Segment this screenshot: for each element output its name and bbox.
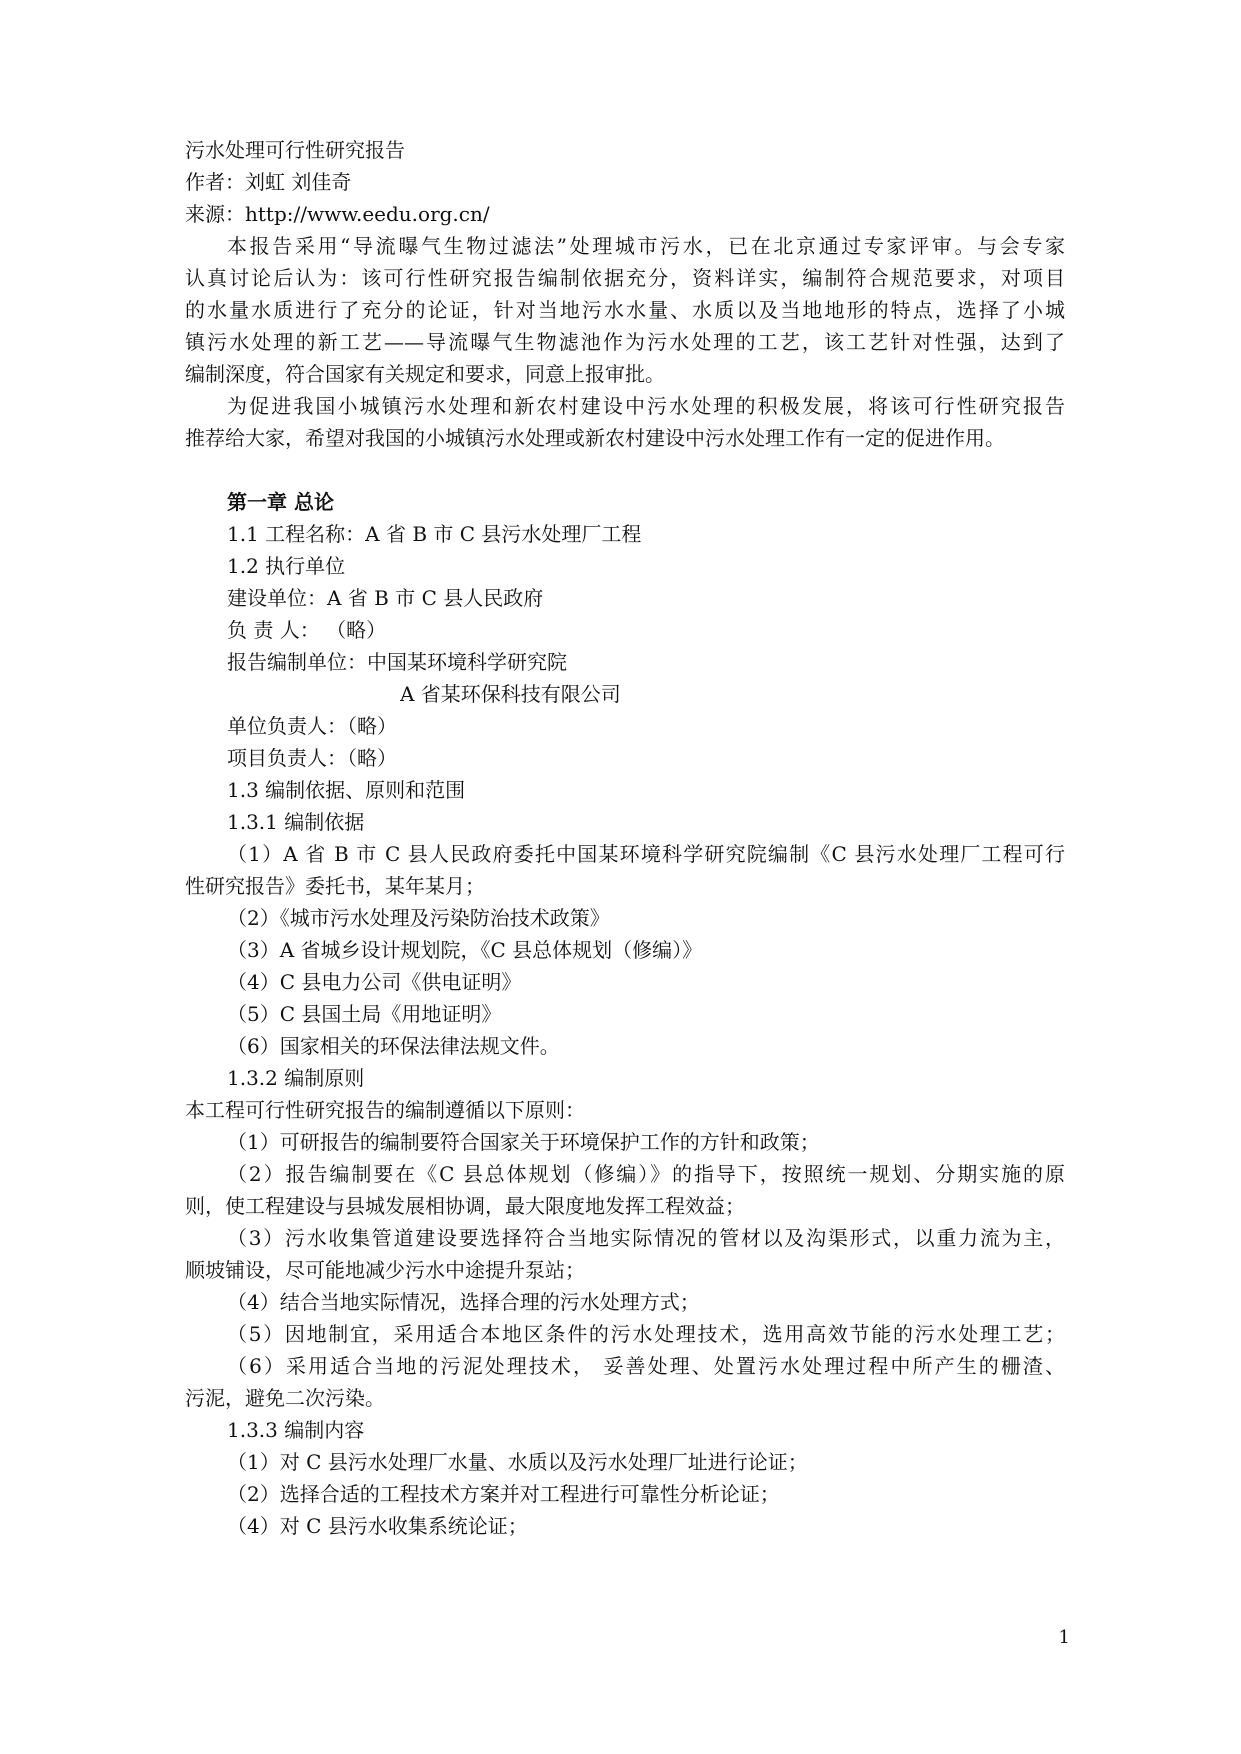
doc-author: 作者：刘虹 刘佳奇 (185, 170, 352, 194)
basis-item: （2）《城市污水处理及污染防治技术政策》 (227, 906, 610, 930)
page-number: 1 (1058, 1627, 1070, 1648)
basis-item: （3）A 省城乡设计规划院，《C 县总体规划（修编）》 (227, 938, 703, 962)
chapter-heading: 第一章 总论 (227, 490, 334, 514)
principle-item: （2）报告编制要在《C 县总体规划（修编）》的指导下，按照统一规划、分期实施的原 (227, 1162, 1065, 1186)
intro-line: 推荐给大家，希望对我国的小城镇污水处理或新农村建设中污水处理工作有一定的促进作用。 (185, 426, 1005, 450)
section-1-1: 1.1 工程名称：A 省 B 市 C 县污水处理厂工程 (227, 522, 642, 546)
section-1-2: 1.2 执行单位 (227, 554, 346, 578)
principle-item: 顺坡铺设，尽可能地减少污水中途提升泵站； (185, 1258, 585, 1282)
section-1-3: 1.3 编制依据、原则和范围 (227, 778, 466, 802)
doc-title: 污水处理可行性研究报告 (185, 138, 405, 162)
basis-item: （4）C 县电力公司《供电证明》 (227, 970, 522, 994)
principle-item: （4）结合当地实际情况，选择合理的污水处理方式； (227, 1290, 700, 1314)
intro-line: 为促进我国小城镇污水处理和新农村建设中污水处理的积极发展，将该可行性研究报告 (227, 394, 1065, 418)
principle-item: （1）可研报告的编制要符合国家关于环境保护工作的方针和政策； (227, 1130, 820, 1154)
principle-item: （5）因地制宜，采用适合本地区条件的污水处理技术，选用高效节能的污水处理工艺； (227, 1322, 1065, 1346)
doc-source: 来源：http://www.eedu.org.cn/ (185, 202, 490, 226)
report-unit: 报告编制单位：中国某环境科学研究院 (227, 650, 567, 674)
content-item: （4）对 C 县污水收集系统论证； (227, 1514, 528, 1538)
section-1-3-3: 1.3.3 编制内容 (227, 1418, 365, 1442)
report-unit-secondary: A 省某环保科技有限公司 (400, 682, 621, 706)
intro-line: 认真讨论后认为：该可行性研究报告编制依据充分，资料详实，编制符合规范要求，对项目 (185, 266, 1065, 290)
principles-intro: 本工程可行性研究报告的编制遵循以下原则： (185, 1098, 585, 1122)
intro-line: 本报告采用“导流曝气生物过滤法”处理城市污水，已在北京通过专家评审。与会专家 (227, 234, 1065, 258)
content-item: （2）选择合适的工程技术方案并对工程进行可靠性分析论证； (227, 1482, 780, 1506)
section-1-3-1: 1.3.1 编制依据 (227, 810, 365, 834)
principle-item: 污泥，避免二次污染。 (185, 1386, 385, 1410)
unit-head: 单位负责人：（略） (227, 714, 397, 738)
basis-item: （1）A 省 B 市 C 县人民政府委托中国某环境科学研究院编制《C 县污水处理厂工程可行 (227, 842, 1065, 866)
section-1-3-2: 1.3.2 编制原则 (227, 1066, 365, 1090)
basis-item: 性研究报告》委托书，某年某月； (185, 874, 485, 898)
content-item: （1）对 C 县污水处理厂水量、水质以及污水处理厂址进行论证； (227, 1450, 808, 1474)
basis-item: （5）C 县国土局《用地证明》 (227, 1002, 502, 1026)
principle-item: 则，使工程建设与县城发展相协调，最大限度地发挥工程效益； (185, 1194, 745, 1218)
intro-line: 的水量水质进行了充分的论证，针对当地污水水量、水质以及当地地形的特点，选择了小城 (185, 298, 1065, 322)
principle-item: （6）采用适合当地的污泥处理技术， 妥善处理、处置污水处理过程中所产生的栅渣、 (227, 1354, 1065, 1378)
basis-item: （6）国家相关的环保法律法规文件。 (227, 1034, 560, 1058)
intro-line: 镇污水处理的新工艺——导流曝气生物滤池作为污水处理的工艺，该工艺针对性强，达到了 (185, 330, 1065, 354)
intro-line: 编制深度，符合国家有关规定和要求，同意上报审批。 (185, 362, 665, 386)
responsible-person: 负 责 人： （略） (227, 618, 387, 642)
project-head: 项目负责人：（略） (227, 746, 397, 770)
builder-unit: 建设单位：A 省 B 市 C 县人民政府 (227, 586, 544, 610)
principle-item: （3）污水收集管道建设要选择符合当地实际情况的管材以及沟渠形式，以重力流为主， (227, 1226, 1065, 1250)
